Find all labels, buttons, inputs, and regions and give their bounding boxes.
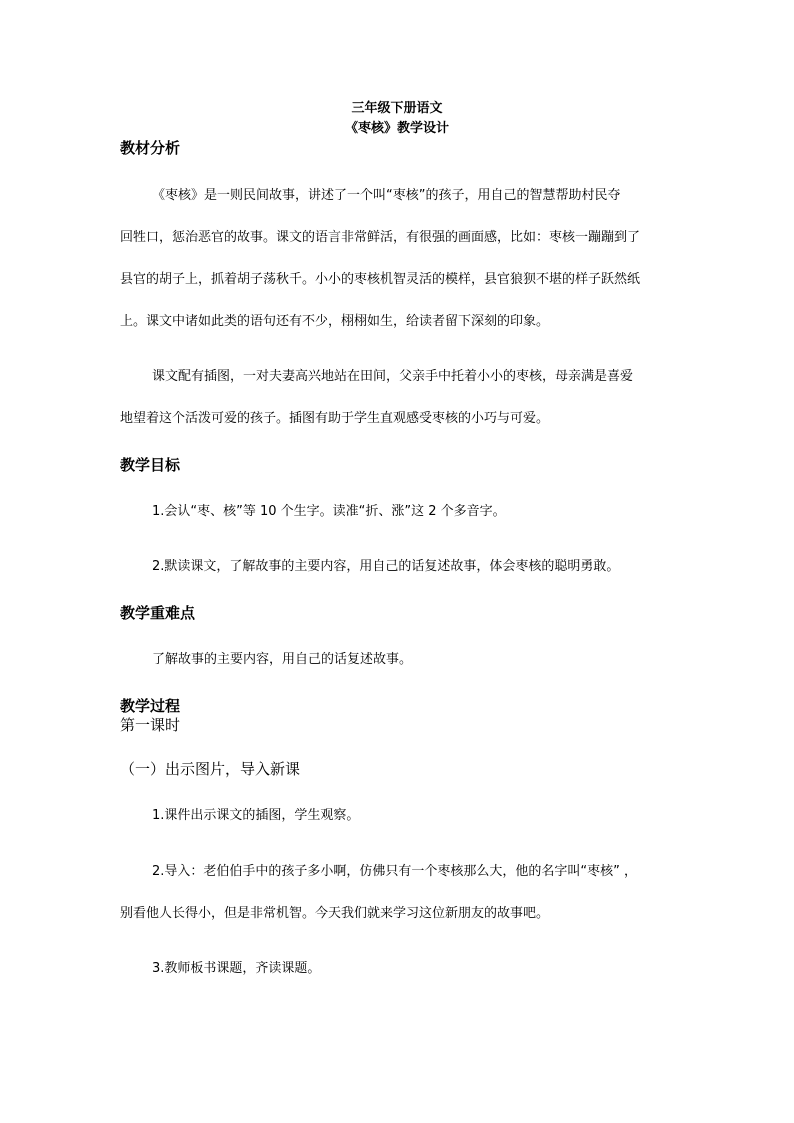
step-item-2-line-2: 别看他人长得小，但是非常机智。今天我们就来学习这位新朋友的故事吧。: [120, 906, 550, 921]
analysis-paragraph-2-line-1: 课文配有插图，一对夫妻高兴地站在田间，父亲手中托着小小的枣核，母亲满是喜爱: [152, 369, 634, 384]
step-item-1: 1.课件出示课文的插图，学生观察。: [152, 808, 360, 823]
analysis-paragraph-1-line-4: 上。课文中诸如此类的语句还有不少，栩栩如生，给读者留下深刻的印象。: [120, 314, 550, 329]
step-heading: （一）出示图片，导入新课: [120, 760, 301, 778]
analysis-paragraph-1-line-1: 《枣核》是一则民间故事，讲述了一个叫“枣核”的孩子，用自己的智慧帮助村民夺: [152, 188, 621, 203]
step-item-2-line-1: 2.导入：老伯伯手中的孩子多小啊，仿佛只有一个枣核那么大，他的名字叫“枣核” ，: [152, 864, 638, 879]
key-points-text: 了解故事的主要内容，用自己的话复述故事。: [152, 652, 413, 667]
goal-item-2: 2.默读课文，了解故事的主要内容，用自己的话复述故事，体会枣核的聪明勇敢。: [152, 559, 620, 574]
analysis-paragraph-1-line-2: 回牲口，惩治恶官的故事。课文的语言非常鲜活，有很强的画面感，比如：枣核一蹦蹦到了: [120, 230, 641, 245]
section-heading-goals: 教学目标: [120, 456, 181, 474]
lesson-label: 第一课时: [120, 716, 181, 734]
step-item-3: 3.教师板书课题，齐读课题。: [152, 961, 321, 976]
analysis-paragraph-2-line-2: 地望着这个活泼可爱的孩子。插图有助于学生直观感受枣核的小巧与可爱。: [120, 411, 550, 426]
section-heading-process: 教学过程: [120, 697, 181, 715]
section-heading-analysis: 教材分析: [120, 139, 181, 157]
analysis-paragraph-1-line-3: 县官的胡子上，抓着胡子荡秋千。小小的枣核机智灵活的模样，县官狼狈不堪的样子跃然纸: [120, 272, 641, 287]
lesson-title: 《枣核》教学设计: [344, 121, 449, 136]
goal-item-1: 1.会认“枣、核”等 10 个生字。读准“折、涨”这 2 个多音字。: [152, 504, 506, 519]
section-heading-key-points: 教学重难点: [120, 604, 196, 622]
grade-title: 三年级下册语文: [351, 101, 443, 116]
